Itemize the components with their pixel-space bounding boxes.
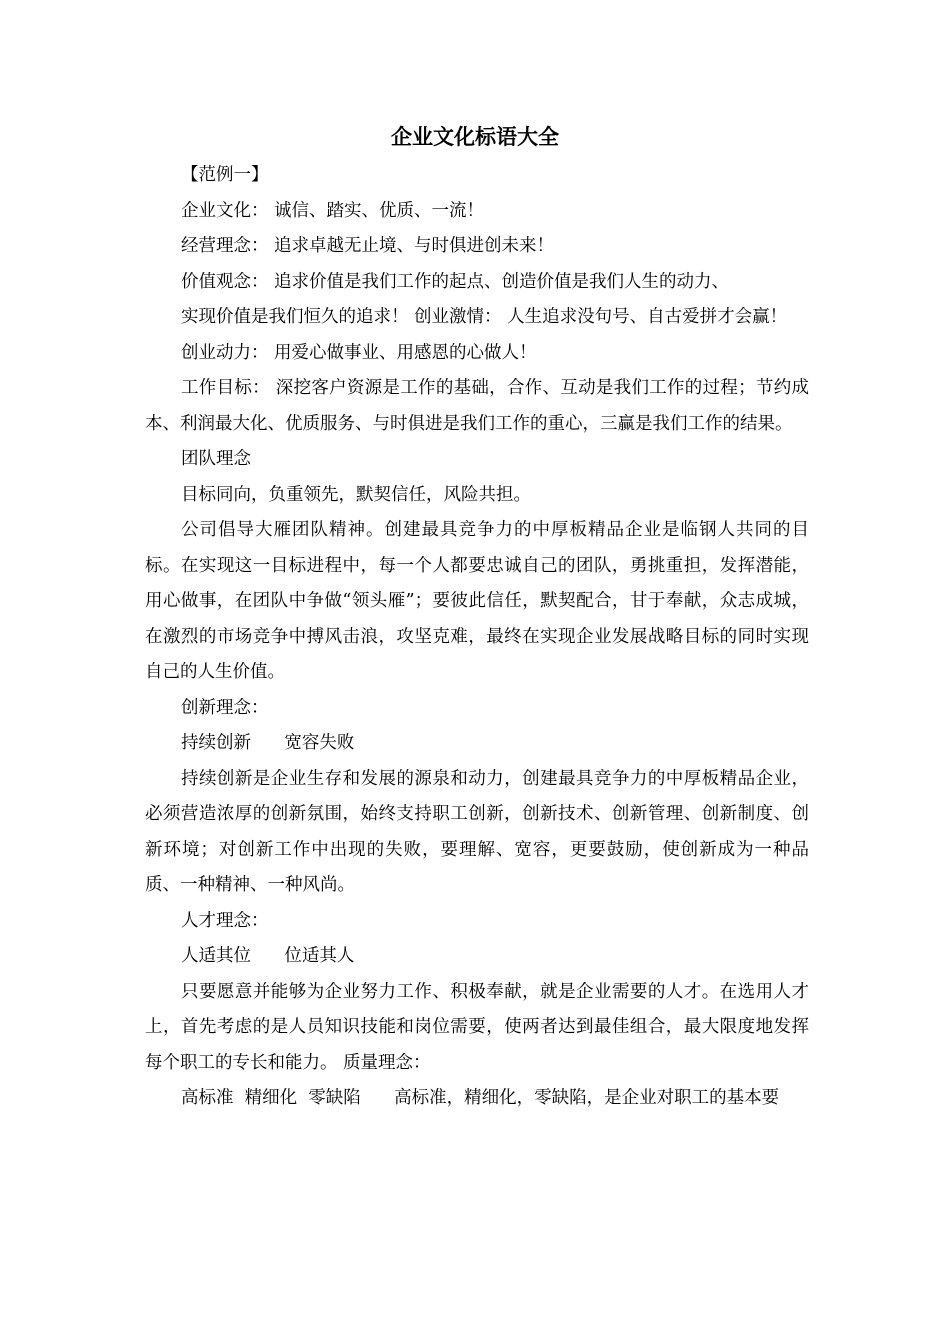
paragraph: 只要愿意并能够为企业努力工作、积极奉献，就是企业需要的人才。在选用人才上，首先考虑的是人员知识技能和岗位需要，使两者达到最佳组合，最大限度地发挥每个职工的专长和能力。 质量理念： <box>145 981 809 1073</box>
paragraph: 人才理念： <box>181 910 269 931</box>
paragraph: 工作目标： 深挖客户资源是工作的基础，合作、互动是我们工作的过程；节约成本、利润最大化、优质服务、与时俱进是我们工作的重心，三赢是我们工作的结果。 <box>145 378 809 434</box>
document-title: 企业文化标语大全 <box>391 125 559 149</box>
paragraph: 持续创新 宽容失败 <box>181 733 355 753</box>
paragraph: 价值观念： 追求价值是我们工作的起点、创造价值是我们人生的动力、 <box>181 271 730 292</box>
paragraph: 【范例一】 <box>181 165 269 185</box>
paragraph: 团队理念 <box>181 449 251 469</box>
paragraph: 经营理念： 追求卓越无止境、与时俱进创未来！ <box>181 236 555 256</box>
document-body <box>145 158 809 1117</box>
paragraph: 人适其位 位适其人 <box>181 946 355 966</box>
paragraph: 目标同向，负重领先，默契信任，风险共担。 <box>181 484 531 505</box>
paragraph: 高标准 精细化 零缺陷 高标准，精细化，零缺陷，是企业对职工的基本要 <box>181 1088 780 1108</box>
paragraph: 公司倡导大雁团队精神。创建最具竞争力的中厚板精品企业是临钢人共同的目标。在实现这一目标进程中，每一个人都要忠诚自己的团队，勇挑重担，发挥潜能，用心做事，在团队中争做“领头雁”；要彼此信任，默契配合，甘于奉献，众志成城，在激烈的市场竞争中搏风击浪，攻坚克难，最终在实现企业发展战略目标的同时实现自己的人生价值。 <box>145 520 809 682</box>
paragraph: 持续创新是企业生存和发展的源泉和动力，创建最具竞争力的中厚板精品企业，必须营造浓厚的创新氛围，始终支持职工创新，创新技术、创新管理、创新制度、创新环境；对创新工作中出现的失败，要理解、宽容，更要鼓励，使创新成为一种品质、一种精神、一种风尚。 <box>145 768 809 895</box>
paragraph: 创新理念： <box>181 697 269 718</box>
paragraph: 企业文化： 诚信、踏实、优质、一流！ <box>181 200 485 221</box>
paragraph: 创业动力： 用爱心做事业、用感恩的心做人！ <box>181 342 537 363</box>
paragraph: 实现价值是我们恒久的追求！ 创业激情： 人生追求没句号、自古爱拼才会赢！ <box>181 307 788 327</box>
